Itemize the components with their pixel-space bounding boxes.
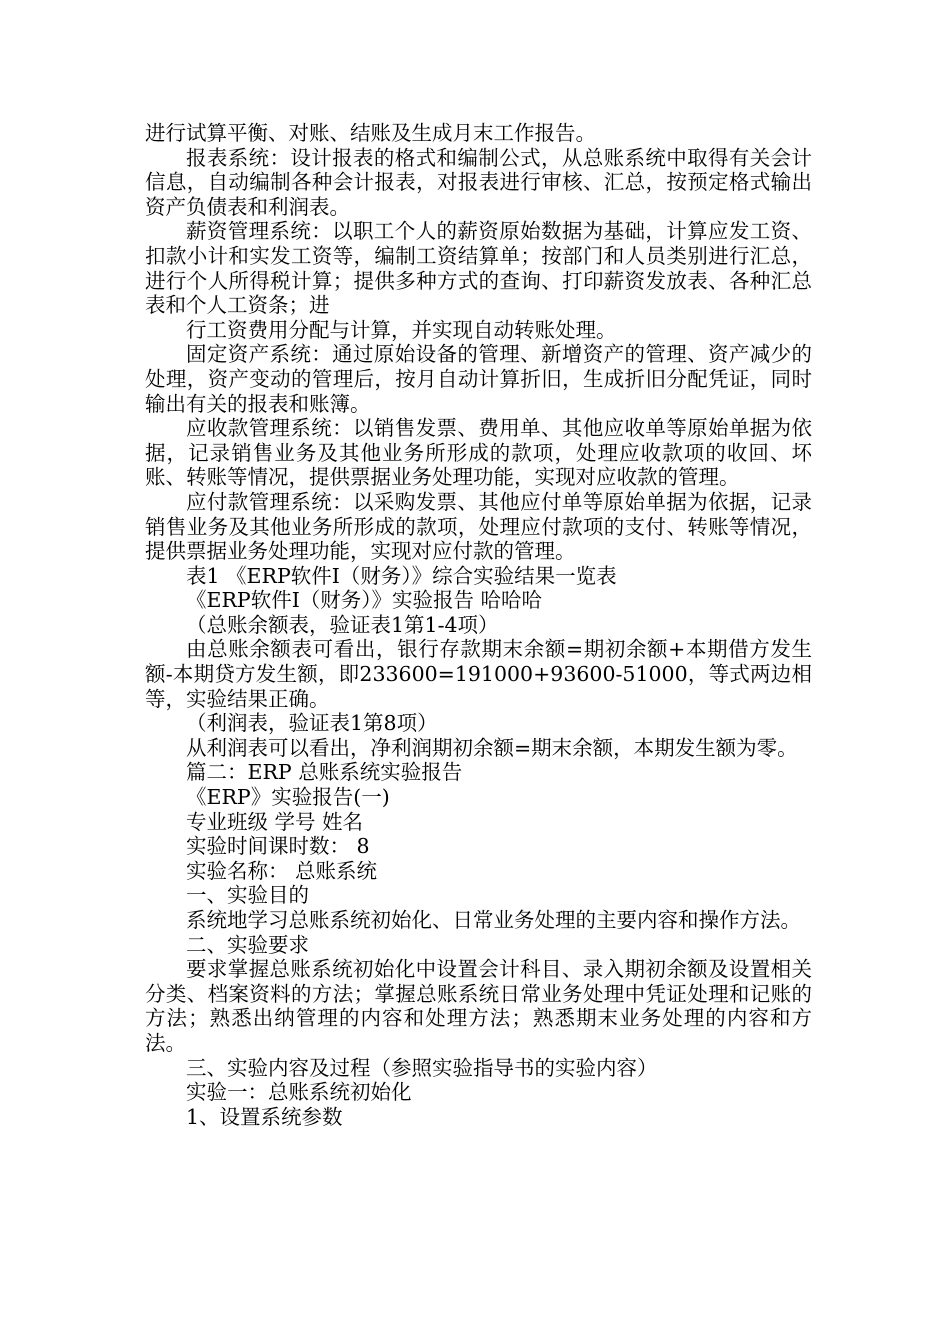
paragraph: 二、实验要求: [186, 932, 309, 957]
paragraph: 薪资管理系统：以职工个人的薪资原始数据为基础，计算应发工资、扣款小计和实发工资等，编制工资结算单；按部门和人员类别进行汇总，进行个人所得税计算；提供多种方式的查询、打印薪资发放表、各种汇总表和个人工资条；进: [145, 219, 812, 318]
paragraph: 一、实验目的: [186, 883, 309, 908]
paragraph: 实验时间课时数： 8: [186, 834, 370, 859]
paragraph: 实验一：总账系统初始化: [186, 1080, 412, 1105]
paragraph: 报表系统：设计报表的格式和编制公式，从总账系统中取得有关会计信息，自动编制各种会计报表，对报表进行审核、汇总，按预定格式输出资产负债表和利润表。: [145, 145, 812, 219]
paragraph: 三、实验内容及过程（参照实验指导书的实验内容）: [186, 1055, 658, 1080]
paragraph: 表1 《ERP软件I（财务）》综合实验结果一览表: [186, 563, 617, 588]
paragraph: 《ERP软件I（财务）》实验报告 哈哈哈: [186, 588, 543, 613]
paragraph: 专业班级 学号 姓名: [186, 809, 364, 834]
paragraph: 固定资产系统：通过原始设备的管理、新增资产的管理、资产减少的处理，资产变动的管理后，按月自动计算折旧，生成折旧分配凭证，同时输出有关的报表和账簿。: [145, 342, 812, 416]
paragraph: 要求掌握总账系统初始化中设置会计科目、录入期初余额及设置相关分类、档案资料的方法；掌握总账系统日常业务处理中凭证处理和记账的方法；熟悉出纳管理的内容和处理方法；熟悉期末业务处理的内容和方法。: [145, 957, 812, 1055]
paragraph: 《ERP》实验报告(一): [186, 785, 390, 810]
paragraph: 行工资费用分配与计算，并实现自动转账处理。: [186, 317, 617, 342]
paragraph: （利润表，验证表1第8项）: [186, 711, 438, 736]
paragraph: 应付款管理系统：以采购发票、其他应付单等原始单据为依据，记录销售业务及其他业务所形成的款项，处理应付款项的支付、转账等情况，提供票据业务处理功能，实现对应付款的管理。: [145, 489, 812, 564]
paragraph: 系统地学习总账系统初始化、日常业务处理的主要内容和操作方法。: [186, 908, 801, 932]
paragraph: 进行试算平衡、对账、结账及生成月末工作报告。: [145, 121, 596, 145]
paragraph: 应收款管理系统：以销售发票、费用单、其他应收单等原始单据为依据，记录销售业务及其他业务所形成的款项，处理应收款项的收回、坏账、转账等情况，提供票据业务处理功能，实现对应收款的管理。: [145, 416, 812, 490]
document-body: [145, 121, 812, 1129]
paragraph: 1、设置系统参数: [186, 1104, 343, 1129]
paragraph: 篇二：ERP 总账系统实验报告: [186, 760, 463, 785]
paragraph: （总账余额表，验证表1第1-4项）: [186, 612, 499, 637]
paragraph: 从利润表可以看出，净利润期初余额=期末余额，本期发生额为零。: [186, 735, 798, 760]
paragraph: 实验名称： 总账系统: [186, 858, 378, 883]
paragraph: 由总账余额表可看出，银行存款期末余额=期初余额+本期借方发生额-本期贷方发生额，即233600=191000+93600-51000，等式两边相等，实验结果正确。: [145, 637, 812, 711]
